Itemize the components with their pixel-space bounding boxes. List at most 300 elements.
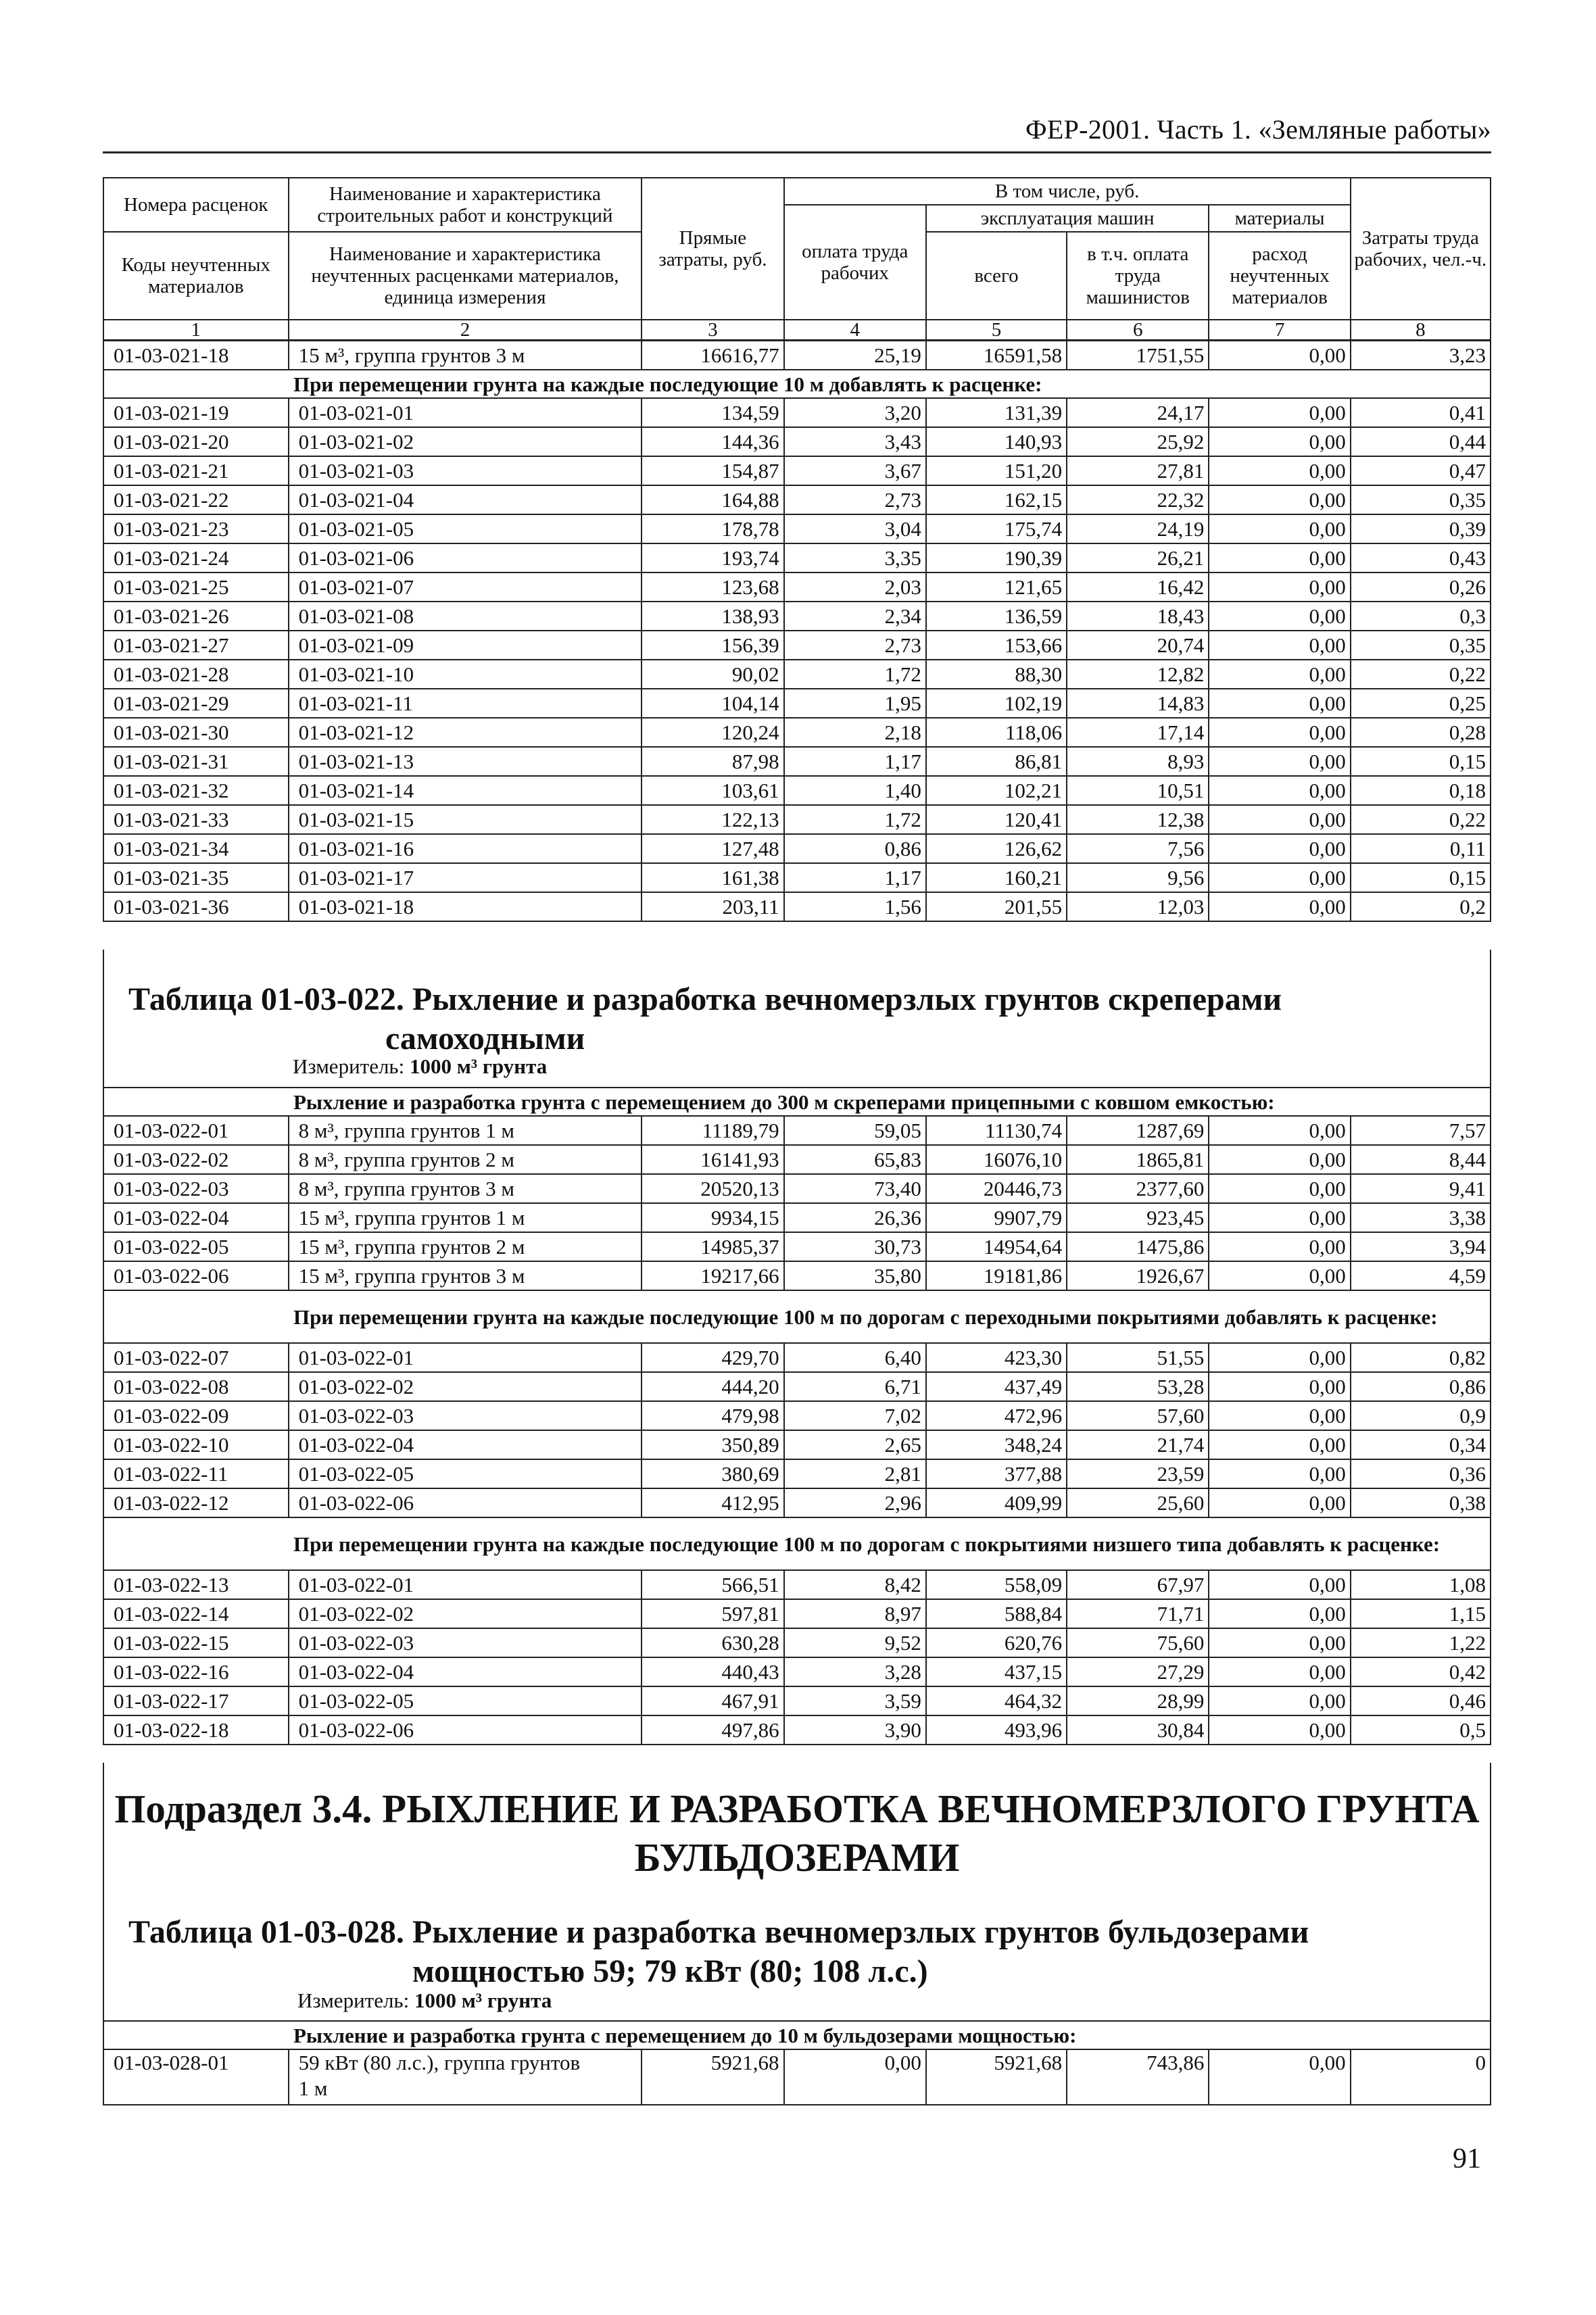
materials-cost: 0,00 [1209, 485, 1350, 514]
materials-cost: 0,00 [1209, 514, 1350, 543]
labor-hours: 0,46 [1351, 1686, 1491, 1715]
labor-hours: 3,23 [1351, 341, 1491, 370]
rate-code: 01-03-028-01 [103, 2049, 289, 2105]
machinists-pay: 1751,55 [1067, 341, 1209, 370]
labor-hours: 0,42 [1351, 1657, 1491, 1686]
machines-total: 620,76 [926, 1628, 1067, 1657]
worker-pay: 1,95 [784, 689, 926, 718]
materials-cost: 0,00 [1209, 572, 1350, 602]
section-row [103, 370, 1491, 398]
machines-total: 9907,79 [926, 1203, 1067, 1232]
worker-pay: 3,35 [784, 543, 926, 572]
rate-code: 01-03-022-05 [103, 1232, 289, 1261]
rate-code: 01-03-021-19 [103, 398, 289, 427]
machinists-pay: 53,28 [1067, 1372, 1209, 1401]
machinists-pay: 71,71 [1067, 1599, 1209, 1628]
section-heading: При перемещении грунта на каждые последующие 100 м по дорогам с переходными покрытиями добавлять к расценке: [103, 1290, 1491, 1343]
direct-cost: 123,68 [642, 572, 783, 602]
machinists-pay: 27,29 [1067, 1657, 1209, 1686]
work-name: 15 м³, группа грунтов 3 м [289, 341, 642, 370]
machinists-pay: 27,81 [1067, 456, 1209, 485]
materials-cost: 0,00 [1209, 427, 1350, 456]
section-heading: При перемещении грунта на каждые последующие 10 м добавлять к расценке: [103, 370, 1491, 398]
rate-code: 01-03-021-33 [103, 805, 289, 834]
materials-cost: 0,00 [1209, 1599, 1350, 1628]
labor-hours: 0,18 [1351, 776, 1491, 805]
table-row [103, 718, 1491, 747]
machines-total: 201,55 [926, 892, 1067, 921]
table-028-title [128, 1913, 1474, 1991]
table-row [103, 1430, 1491, 1459]
labor-hours: 0,47 [1351, 456, 1491, 485]
worker-pay: 3,59 [784, 1686, 926, 1715]
header-col2-top: Наименование и характеристика строительных работ и конструкций [289, 178, 642, 232]
labor-hours: 3,38 [1351, 1203, 1491, 1232]
machinists-pay: 57,60 [1067, 1401, 1209, 1430]
materials-cost: 0,00 [1209, 1372, 1350, 1401]
work-name: 01-03-021-15 [289, 805, 642, 834]
materials-cost: 0,00 [1209, 834, 1350, 863]
work-name: 01-03-022-05 [289, 1459, 642, 1488]
table-row [103, 485, 1491, 514]
labor-hours: 0,25 [1351, 689, 1491, 718]
direct-cost: 14985,37 [642, 1232, 783, 1261]
table-row [103, 1401, 1491, 1430]
worker-pay: 1,72 [784, 660, 926, 689]
table-row [103, 602, 1491, 631]
direct-cost: 154,87 [642, 456, 783, 485]
unit-value: 1000 м³ грунта [414, 1989, 552, 2012]
work-name: 01-03-021-04 [289, 485, 642, 514]
work-name: 01-03-021-02 [289, 427, 642, 456]
worker-pay: 3,67 [784, 456, 926, 485]
worker-pay: 1,40 [784, 776, 926, 805]
machinists-pay: 7,56 [1067, 834, 1209, 863]
machinists-pay: 1287,69 [1067, 1116, 1209, 1145]
work-name: 01-03-021-14 [289, 776, 642, 805]
materials-cost: 0,00 [1209, 1174, 1350, 1203]
machines-total: 20446,73 [926, 1174, 1067, 1203]
table-row [103, 427, 1491, 456]
machines-total: 19181,86 [926, 1261, 1067, 1290]
header-col8: Затраты труда рабочих, чел.-ч. [1351, 178, 1491, 320]
table-row [103, 1261, 1491, 1290]
work-name: 01-03-021-10 [289, 660, 642, 689]
labor-hours: 0,41 [1351, 398, 1491, 427]
labor-hours: 0,5 [1351, 1715, 1491, 1745]
rate-code: 01-03-022-14 [103, 1599, 289, 1628]
work-name: 01-03-021-06 [289, 543, 642, 572]
materials-cost: 0,00 [1209, 1401, 1350, 1430]
worker-pay: 1,17 [784, 863, 926, 892]
machines-total: 118,06 [926, 718, 1067, 747]
work-name: 01-03-021-03 [289, 456, 642, 485]
direct-cost: 11189,79 [642, 1116, 783, 1145]
machines-total: 16591,58 [926, 341, 1067, 370]
header-col5: всего [926, 232, 1067, 320]
work-name: 01-03-021-16 [289, 834, 642, 863]
rate-code: 01-03-022-04 [103, 1203, 289, 1232]
materials-cost: 0,00 [1209, 1116, 1350, 1145]
machinists-pay: 9,56 [1067, 863, 1209, 892]
materials-cost: 0,00 [1209, 1570, 1350, 1599]
materials-cost: 0,00 [1209, 1715, 1350, 1745]
labor-hours: 0 [1351, 2049, 1491, 2105]
direct-cost: 144,36 [642, 427, 783, 456]
rate-code: 01-03-021-23 [103, 514, 289, 543]
table-022-body [103, 1088, 1491, 1745]
worker-pay: 35,80 [784, 1261, 926, 1290]
table-028-title-line2: мощностью 59; 79 кВт (80; 108 л.с.) [412, 1953, 928, 1989]
direct-cost: 566,51 [642, 1570, 783, 1599]
table-022-title-line1: Таблица 01-03-022. Рыхление и разработка вечномерзлых грунтов скреперами [128, 981, 1282, 1017]
worker-pay: 6,40 [784, 1343, 926, 1372]
table-row [103, 2049, 1491, 2105]
column-number: 2 [289, 320, 642, 340]
rate-code: 01-03-021-29 [103, 689, 289, 718]
machinists-pay: 21,74 [1067, 1430, 1209, 1459]
materials-cost: 0,00 [1209, 602, 1350, 631]
section-heading: При перемещении грунта на каждые последующие 100 м по дорогам с покрытиями низшего типа добавлять к расценке: [103, 1517, 1491, 1570]
unit-label: Измеритель: [297, 1989, 414, 2012]
worker-pay: 3,20 [784, 398, 926, 427]
machinists-pay: 75,60 [1067, 1628, 1209, 1657]
direct-cost: 120,24 [642, 718, 783, 747]
machinists-pay: 16,42 [1067, 572, 1209, 602]
direct-cost: 178,78 [642, 514, 783, 543]
column-number: 7 [1209, 320, 1350, 340]
materials-cost: 0,00 [1209, 543, 1350, 572]
labor-hours: 4,59 [1351, 1261, 1491, 1290]
machinists-pay: 8,93 [1067, 747, 1209, 776]
worker-pay: 8,42 [784, 1570, 926, 1599]
header-col2-bottom: Наименование и характеристика неучтенных расценками материалов, единица измерения [289, 232, 642, 320]
table-022 [103, 1087, 1491, 1745]
table-row [103, 1686, 1491, 1715]
machines-total: 377,88 [926, 1459, 1067, 1488]
worker-pay: 2,03 [784, 572, 926, 602]
worker-pay: 2,34 [784, 602, 926, 631]
direct-cost: 138,93 [642, 602, 783, 631]
work-name: 15 м³, группа грунтов 1 м [289, 1203, 642, 1232]
materials-cost: 0,00 [1209, 1430, 1350, 1459]
header-col3: Прямые затраты, руб. [642, 178, 783, 320]
direct-cost: 412,95 [642, 1488, 783, 1517]
materials-cost: 0,00 [1209, 1488, 1350, 1517]
rate-code: 01-03-021-22 [103, 485, 289, 514]
machines-total: 131,39 [926, 398, 1067, 427]
machinists-pay: 14,83 [1067, 689, 1209, 718]
materials-cost: 0,00 [1209, 1628, 1350, 1657]
work-name: 01-03-021-13 [289, 747, 642, 776]
machines-total: 588,84 [926, 1599, 1067, 1628]
work-name: 01-03-021-09 [289, 631, 642, 660]
materials-cost: 0,00 [1209, 1343, 1350, 1372]
running-header: ФЕР-2001. Часть 1. «Земляные работы» [1025, 114, 1491, 145]
direct-cost: 127,48 [642, 834, 783, 863]
labor-hours: 0,35 [1351, 485, 1491, 514]
direct-cost: 479,98 [642, 1401, 783, 1430]
rate-code: 01-03-021-21 [103, 456, 289, 485]
materials-cost: 0,00 [1209, 2049, 1350, 2105]
worker-pay: 26,36 [784, 1203, 926, 1232]
machinists-pay: 24,17 [1067, 398, 1209, 427]
direct-cost: 20520,13 [642, 1174, 783, 1203]
machinists-pay: 17,14 [1067, 718, 1209, 747]
work-name: 01-03-021-11 [289, 689, 642, 718]
work-name: 8 м³, группа грунтов 3 м [289, 1174, 642, 1203]
worker-pay: 2,65 [784, 1430, 926, 1459]
rate-code: 01-03-022-02 [103, 1145, 289, 1174]
rate-code: 01-03-022-01 [103, 1116, 289, 1145]
worker-pay: 9,52 [784, 1628, 926, 1657]
rate-code: 01-03-021-18 [103, 341, 289, 370]
materials-cost: 0,00 [1209, 1686, 1350, 1715]
machines-total: 102,19 [926, 689, 1067, 718]
rate-code: 01-03-021-28 [103, 660, 289, 689]
machines-total: 121,65 [926, 572, 1067, 602]
labor-hours: 9,41 [1351, 1174, 1491, 1203]
worker-pay: 3,04 [784, 514, 926, 543]
labor-hours: 0,11 [1351, 834, 1491, 863]
rate-code: 01-03-022-18 [103, 1715, 289, 1745]
worker-pay: 8,97 [784, 1599, 926, 1628]
worker-pay: 0,86 [784, 834, 926, 863]
direct-cost: 630,28 [642, 1628, 783, 1657]
direct-cost: 161,38 [642, 863, 783, 892]
table-row [103, 341, 1491, 370]
rate-code: 01-03-022-15 [103, 1628, 289, 1657]
table-row [103, 514, 1491, 543]
header-rule [103, 151, 1491, 153]
column-number: 4 [784, 320, 926, 340]
rate-code: 01-03-022-11 [103, 1459, 289, 1488]
labor-hours: 0,15 [1351, 747, 1491, 776]
table-row [103, 834, 1491, 863]
rate-code: 01-03-021-26 [103, 602, 289, 631]
labor-hours: 0,2 [1351, 892, 1491, 921]
worker-pay: 1,17 [784, 747, 926, 776]
materials-cost: 0,00 [1209, 1203, 1350, 1232]
header-col4: оплата труда рабочих [784, 205, 926, 320]
direct-cost: 16616,77 [642, 341, 783, 370]
section-row [103, 2021, 1491, 2049]
materials-cost: 0,00 [1209, 892, 1350, 921]
machines-total: 151,20 [926, 456, 1067, 485]
materials-cost: 0,00 [1209, 1657, 1350, 1686]
machinists-pay: 18,43 [1067, 602, 1209, 631]
header-col1-top: Номера расценок [103, 178, 289, 232]
rate-code: 01-03-021-27 [103, 631, 289, 660]
machinists-pay: 923,45 [1067, 1203, 1209, 1232]
worker-pay: 7,02 [784, 1401, 926, 1430]
rate-code: 01-03-022-07 [103, 1343, 289, 1372]
labor-hours: 0,22 [1351, 660, 1491, 689]
direct-cost: 16141,93 [642, 1145, 783, 1174]
worker-pay: 25,19 [784, 341, 926, 370]
column-number: 1 [103, 320, 289, 340]
direct-cost: 497,86 [642, 1715, 783, 1745]
machines-total: 14954,64 [926, 1232, 1067, 1261]
labor-hours: 0,22 [1351, 805, 1491, 834]
column-number: 3 [642, 320, 783, 340]
direct-cost: 467,91 [642, 1686, 783, 1715]
labor-hours: 0,39 [1351, 514, 1491, 543]
machinists-pay: 67,97 [1067, 1570, 1209, 1599]
header-group-label: В том числе, руб. [784, 178, 1351, 205]
machines-total: 409,99 [926, 1488, 1067, 1517]
work-name: 15 м³, группа грунтов 3 м [289, 1261, 642, 1290]
header-col6: в т.ч. оплата труда машинистов [1067, 232, 1209, 320]
materials-cost: 0,00 [1209, 1232, 1350, 1261]
direct-cost: 203,11 [642, 892, 783, 921]
labor-hours: 0,43 [1351, 543, 1491, 572]
table-row [103, 1372, 1491, 1401]
labor-hours: 0,38 [1351, 1488, 1491, 1517]
table-row [103, 1459, 1491, 1488]
labor-hours: 7,57 [1351, 1116, 1491, 1145]
materials-cost: 0,00 [1209, 805, 1350, 834]
machines-total: 136,59 [926, 602, 1067, 631]
materials-cost: 0,00 [1209, 398, 1350, 427]
work-name: 01-03-022-06 [289, 1715, 642, 1745]
direct-cost: 156,39 [642, 631, 783, 660]
direct-cost: 380,69 [642, 1459, 783, 1488]
machines-total: 464,32 [926, 1686, 1067, 1715]
machines-total: 5921,68 [926, 2049, 1067, 2105]
column-number: 5 [926, 320, 1067, 340]
table-row [103, 1203, 1491, 1232]
section-heading: Рыхление и разработка грунта с перемещением до 300 м скреперами прицепными с ковшом емкостью: [103, 1088, 1491, 1116]
materials-cost: 0,00 [1209, 631, 1350, 660]
subsection-line1: Подраздел 3.4. РЫХЛЕНИЕ И РАЗРАБОТКА ВЕЧНОМЕРЗЛОГО ГРУНТА [114, 1786, 1480, 1831]
work-name: 01-03-022-04 [289, 1657, 642, 1686]
materials-cost: 0,00 [1209, 341, 1350, 370]
materials-cost: 0,00 [1209, 1459, 1350, 1488]
work-name: 01-03-022-05 [289, 1686, 642, 1715]
machinists-pay: 1865,81 [1067, 1145, 1209, 1174]
machinists-pay: 26,21 [1067, 543, 1209, 572]
work-name: 8 м³, группа грунтов 2 м [289, 1145, 642, 1174]
column-number: 6 [1067, 320, 1209, 340]
rate-code: 01-03-021-35 [103, 863, 289, 892]
labor-hours: 8,44 [1351, 1145, 1491, 1174]
direct-cost: 103,61 [642, 776, 783, 805]
direct-cost: 350,89 [642, 1430, 783, 1459]
direct-cost: 134,59 [642, 398, 783, 427]
labor-hours: 0,9 [1351, 1401, 1491, 1430]
work-name [289, 2049, 642, 2105]
table-row [103, 1628, 1491, 1657]
worker-pay: 2,73 [784, 631, 926, 660]
table-row [103, 543, 1491, 572]
table-028 [103, 2020, 1491, 2105]
work-name: 01-03-021-17 [289, 863, 642, 892]
rate-code: 01-03-022-10 [103, 1430, 289, 1459]
machinists-pay: 28,99 [1067, 1686, 1209, 1715]
worker-pay: 2,96 [784, 1488, 926, 1517]
machinists-pay: 23,59 [1067, 1459, 1209, 1488]
machinists-pay: 743,86 [1067, 2049, 1209, 2105]
subsection-heading [103, 1784, 1491, 1882]
table-row [103, 689, 1491, 718]
machines-total: 160,21 [926, 863, 1067, 892]
machines-total: 190,39 [926, 543, 1067, 572]
labor-hours: 0,36 [1351, 1459, 1491, 1488]
table-row [103, 1232, 1491, 1261]
machinists-pay: 1926,67 [1067, 1261, 1209, 1290]
column-header-table [103, 177, 1491, 341]
direct-cost: 193,74 [642, 543, 783, 572]
rate-code: 01-03-022-09 [103, 1401, 289, 1430]
worker-pay: 6,71 [784, 1372, 926, 1401]
worker-pay: 3,28 [784, 1657, 926, 1686]
direct-cost: 87,98 [642, 747, 783, 776]
rate-code: 01-03-021-30 [103, 718, 289, 747]
rate-code: 01-03-021-36 [103, 892, 289, 921]
materials-cost: 0,00 [1209, 718, 1350, 747]
direct-cost: 104,14 [642, 689, 783, 718]
work-name: 01-03-022-04 [289, 1430, 642, 1459]
table-row [103, 863, 1491, 892]
direct-cost: 122,13 [642, 805, 783, 834]
labor-hours: 0,15 [1351, 863, 1491, 892]
labor-hours: 1,15 [1351, 1599, 1491, 1628]
direct-cost: 440,43 [642, 1657, 783, 1686]
materials-cost: 0,00 [1209, 863, 1350, 892]
work-name: 01-03-022-03 [289, 1401, 642, 1430]
table-row [103, 398, 1491, 427]
unit-label: Измеритель: [293, 1054, 410, 1078]
table-row [103, 892, 1491, 921]
work-name: 01-03-021-05 [289, 514, 642, 543]
labor-hours: 0,82 [1351, 1343, 1491, 1372]
work-name-line1: 59 кВт (80 л.с.), группа грунтов [298, 2051, 581, 2074]
work-name: 01-03-022-01 [289, 1343, 642, 1372]
work-name: 15 м³, группа грунтов 2 м [289, 1232, 642, 1261]
materials-cost: 0,00 [1209, 776, 1350, 805]
machines-total: 472,96 [926, 1401, 1067, 1430]
machines-total: 102,21 [926, 776, 1067, 805]
rate-code: 01-03-022-12 [103, 1488, 289, 1517]
direct-cost: 19217,66 [642, 1261, 783, 1290]
work-name-line2: 1 м [298, 2076, 328, 2100]
table-022-title-line2: самоходными [385, 1021, 585, 1056]
machines-total: 11130,74 [926, 1116, 1067, 1145]
direct-cost: 444,20 [642, 1372, 783, 1401]
rate-code: 01-03-022-17 [103, 1686, 289, 1715]
direct-cost: 597,81 [642, 1599, 783, 1628]
worker-pay: 1,72 [784, 805, 926, 834]
column-number: 8 [1351, 320, 1491, 340]
table-row [103, 1599, 1491, 1628]
labor-hours: 0,86 [1351, 1372, 1491, 1401]
table-row [103, 1343, 1491, 1372]
rate-code: 01-03-021-32 [103, 776, 289, 805]
table-row [103, 1715, 1491, 1745]
table-028-title-line1: Таблица 01-03-028. Рыхление и разработка вечномерзлых грунтов бульдозерами [128, 1914, 1309, 1950]
work-name: 01-03-021-01 [289, 398, 642, 427]
direct-cost: 5921,68 [642, 2049, 783, 2105]
work-name: 01-03-022-02 [289, 1599, 642, 1628]
worker-pay: 59,05 [784, 1116, 926, 1145]
table-row [103, 805, 1491, 834]
direct-cost: 9934,15 [642, 1203, 783, 1232]
header-col1-bottom: Коды неучтенных материалов [103, 232, 289, 320]
machinists-pay: 22,32 [1067, 485, 1209, 514]
machinists-pay: 25,92 [1067, 427, 1209, 456]
table-028-unit [297, 1989, 552, 2013]
